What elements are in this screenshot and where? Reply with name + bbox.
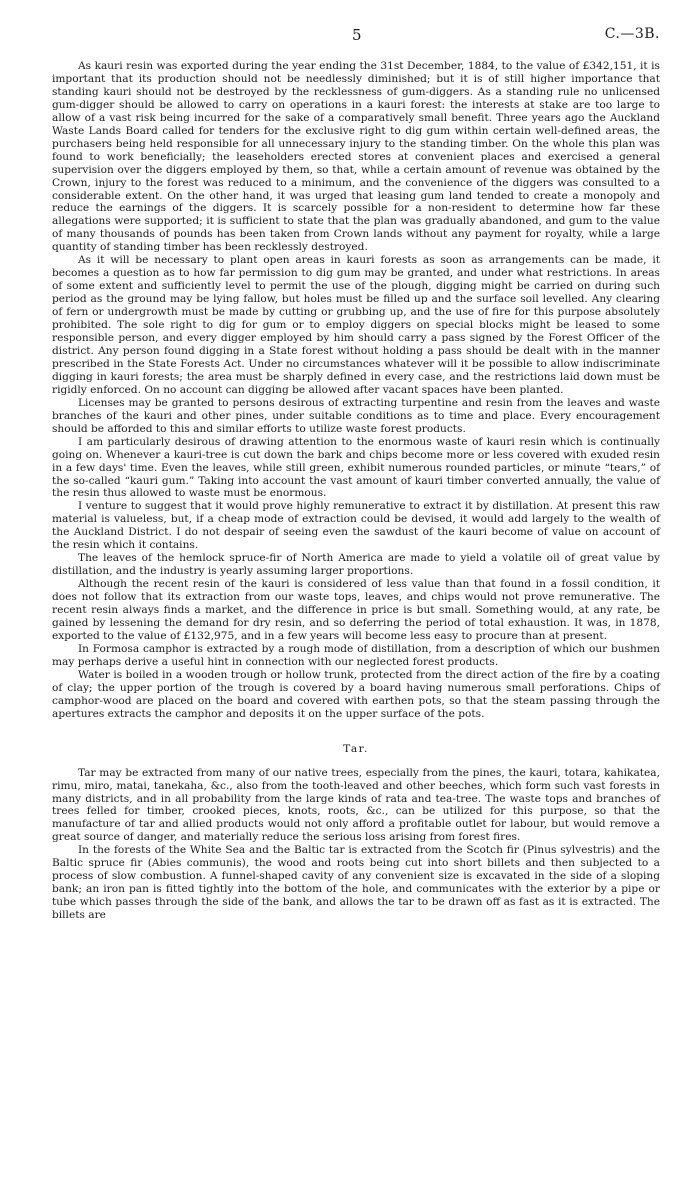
paragraph: As it will be necessary to plant open areas in kauri forests as soon as arrangements can be made, it becomes a question as to how far permission to dig gum may be granted, and under what restrictions. In areas of some extent and sufficiently level to permit the use of the plough, digging might be carried on during such period as the ground may be lying fallow, but holes must be filled up and the surface soil levelled. Any clearing of fern or undergrowth must be made by cutting or grubbing up, and the use of fire for this purpose absolutely prohibited. The sole right to dig for gum or to employ diggers on special blocks might be leased to some responsible person, and every digger employed by him should carry a pass signed by the Forest Officer of the district. Any person found digging in a State forest without holding a pass should be dealt with in the manner prescribed in the State Forests Act. Under no circumstances whatever will it be possible to allow indiscriminate digging in kauri forests; the area must be sharply defined in every case, and the restrictions laid down must be rigidly enforced. On no account can digging be allowed after vacant spaces have been planted. — [52, 254, 660, 396]
paragraph: In the forests of the White Sea and the Baltic tar is extracted from the Scotch fir (Pinus sylvestris) and the Baltic spruce fir (Abies communis), the wood and roots being cut into short billets and then subjected to a process of slow combustion. A funnel-shaped cavity of any convenient size is excavated in the side of a sloping bank; an iron pan is fitted tightly into the bottom of the hole, and communicates with the exterior by a pipe or tube which passes through the side of the bank, and allows the tar to be drawn off as fast as it is extracted. The billets are — [52, 844, 660, 922]
paragraph: I am particularly desirous of drawing attention to the enormous waste of kauri resin which is continually going on. Whenever a kauri-tree is cut down the bark and chips become more or less covered with exuded resin in a few days' time. Even the leaves, while still green, exhibit numerous rounded particles, or minute “tears,” of the so-called “kauri gum.” Taking into account the vast amount of kauri timber converted annually, the value of the resin thus allowed to waste must be enormous. — [52, 435, 660, 500]
paragraph: Although the recent resin of the kauri is considered of less value than that found in a fossil condition, it does not follow that its extraction from our waste tops, leaves, and chips would not prove remunerative. The recent resin always finds a market, and the difference in price is but small. Something would, at any rate, be gained by lessening the demand for dry resin, and so deferring the period of total exhaustion. It was, in 1878, exported to the value of £132,975, and in a few years will become less easy to procure than at present. — [52, 578, 660, 642]
paragraph: I venture to suggest that it would prove highly remunerative to extract it by distillation. At present this raw material is valueless, but, if a cheap mode of extraction could be devised, it would add largely to the wealth of the Auckland District. I do not despair of seeing even the sawdust of the kauri become of value on account of the resin which it contains. — [52, 500, 660, 552]
paragraph: Licenses may be granted to persons desirous of extracting turpentine and resin from the leaves and waste branches of the kauri and other pines, under suitable conditions as to time and place. Every encouragement should be afforded to this and similar efforts to utilize waste forest products. — [52, 396, 660, 435]
paragraph: In Formosa camphor is extracted by a rough mode of distillation, from a description of which our bushmen may perhaps derive a useful hint in connection with our neglected forest products. — [52, 642, 660, 668]
paragraph: Water is boiled in a wooden trough or hollow trunk, protected from the direct action of the fire by a coating of clay; the upper portion of the trough is covered by a board having numerous small perforations. Chips of camphor-wood are placed on the board and covered with earthen pots, so that the steam passing through the apertures extracts the camphor and deposits it on the upper surface of the pots. — [52, 668, 660, 720]
document-reference: C.—3B. — [604, 26, 660, 42]
page-header — [52, 26, 660, 56]
page-number: 5 — [352, 26, 363, 44]
body-text — [52, 60, 660, 922]
paragraph: The leaves of the hemlock spruce-fir of North America are made to yield a volatile oil of great value by distillation, and the industry is yearly assuming larger proportions. — [52, 552, 660, 578]
section-heading-tar: Tar. — [343, 742, 369, 755]
paragraph: As kauri resin was exported during the year ending the 31st December, 1884, to the value of £342,151, it is important that its production should not be needlessly diminished; but it is of still higher importance that standing kauri should not be destroyed by the recklessness of gum-diggers. As a standing rule no unlicensed gum-digger should be allowed to carry on operations in a kauri forest: the interests at stake are too large to allow of a vast risk being incurred for the sake of a comparatively small benefit. Three years ago the Auckland Waste Lands Board called for tenders for the exclusive right to dig gum within certain well-defined areas, the purchasers being held responsible for all unnecessary injury to the standing timber. On the whole this plan was found to work beneficially; the leaseholders erected stores at convenient places and exercised a general supervision over the diggers employed by them, so that, while a certain amount of revenue was obtained by the Crown, injury to the forest was reduced to a minimum, and the convenience of the diggers was consulted to a considerable extent. On the other hand, it was urged that leasing gum land tended to create a monopoly and reduce the earnings of the diggers. It is scarcely possible for a non-resident to determine how far these allegations were supported; it is sufficient to state that the plan was gradually abandoned, and gum to the value of many thousands of pounds has been taken from Crown lands without any payment for royalty, while a large quantity of standing timber has been recklessly destroyed. — [52, 60, 660, 254]
paragraph: Tar may be extracted from many of our native trees, especially from the pines, the kauri, totara, kahikatea, rimu, miro, matai, tanekaha, &c., also from the tooth-leaved and other beeches, which form such vast forests in many districts, and in all probability from the large kinds of rata and tea-tree. The waste tops and branches of trees felled for timber, crooked pieces, knots, roots, &c., can be utilized for this purpose, so that the manufacture of tar and allied products would not only afford a profitable outlet for labour, but would remove a great source of danger, and materially reduce the serious loss arising from forest fires. — [52, 766, 660, 844]
